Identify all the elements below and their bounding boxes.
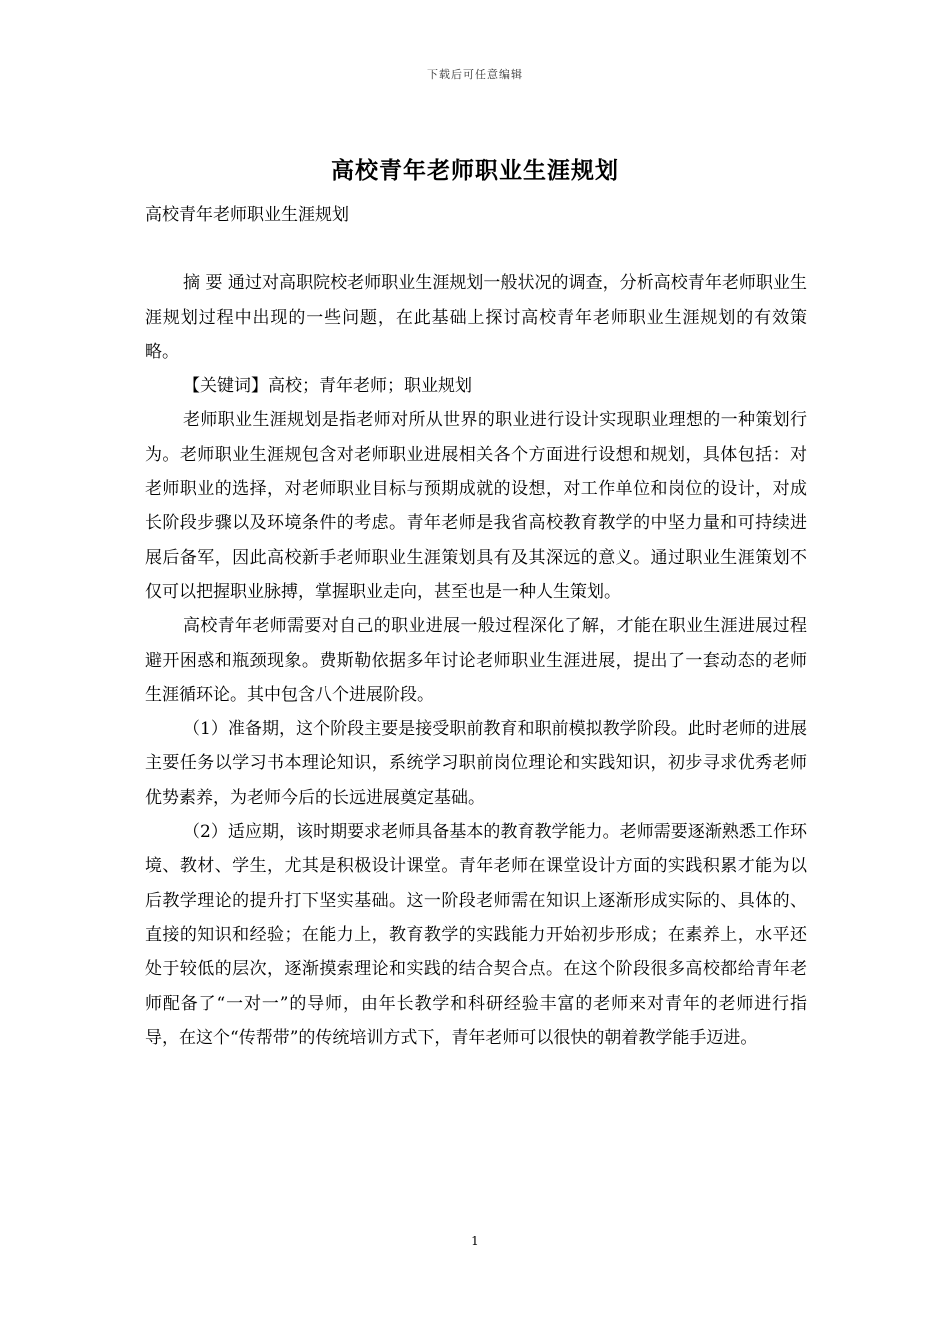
- stage-paragraph: （1）准备期，这个阶段主要是接受职前教育和职前模拟教学阶段。此时老师的进展主要任务以学习书本理论知识，系统学习职前岗位理论和实践知识，初步寻求优秀老师优势素养，为老师今后的长远进展奠定基础。: [145, 719, 807, 808]
- keywords-paragraph: 【关键词】高校；青年老师；职业规划: [183, 376, 472, 397]
- subtitle: 高校青年老师职业生涯规划: [145, 205, 349, 225]
- document-body: [145, 198, 807, 1055]
- page-number: 1: [471, 1234, 479, 1248]
- header-note: 下载后可任意编辑: [427, 68, 523, 81]
- abstract-paragraph: 摘 要 通过对高职院校老师职业生涯规划一般状况的调查，分析高校青年老师职业生涯规划过程中出现的一些问题，在此基础上探讨高校青年老师职业生涯规划的有效策略。: [145, 273, 807, 362]
- body-paragraph: 高校青年老师需要对自己的职业进展一般过程深化了解，才能在职业生涯进展过程避开困惑和瓶颈现象。费斯勒依据多年讨论老师职业生涯进展，提出了一套动态的老师生涯循环论。其中包含八个进展阶段。: [145, 616, 807, 705]
- body-paragraph: 老师职业生涯规划是指老师对所从世界的职业进行设计实现职业理想的一种策划行为。老师职业生涯规包含对老师职业进展相关各个方面进行设想和规划，具体包括：对老师职业的选择，对老师职业目标与预期成就的设想，对工作单位和岗位的设计，对成长阶段步骤以及环境条件的考虑。青年老师是我省高校教育教学的中坚力量和可持续进展后备军，因此高校新手老师职业生涯策划具有及其深远的意义。通过职业生涯策划不仅可以把握职业脉搏，掌握职业走向，甚至也是一种人生策划。: [145, 410, 807, 602]
- document-title: 高校青年老师职业生涯规划: [331, 157, 619, 184]
- stage-paragraph: （2）适应期，该时期要求老师具备基本的教育教学能力。老师需要逐渐熟悉工作环境、教材、学生，尤其是积极设计课堂。青年老师在课堂设计方面的实践积累才能为以后教学理论的提升打下坚实基础。这一阶段老师需在知识上逐渐形成实际的、具体的、直接的知识和经验；在能力上，教育教学的实践能力开始初步形成；在素养上，水平还处于较低的层次，逐渐摸索理论和实践的结合契合点。在这个阶段很多高校都给青年老师配备了“一对一”的导师，由年长教学和科研经验丰富的老师来对青年的老师进行指导，在这个“传帮带”的传统培训方式下，青年老师可以很快的朝着教学能手迈进。: [145, 822, 807, 1048]
